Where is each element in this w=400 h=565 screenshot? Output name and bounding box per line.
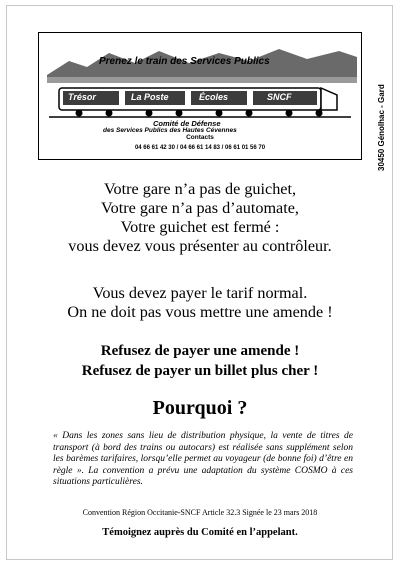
logo-label-ecoles: Écoles [199, 92, 229, 102]
contacts-title: Contacts [186, 134, 214, 141]
wheel [286, 110, 293, 117]
fare-line: Vous devez payer le tarif normal. [92, 284, 308, 302]
train-nose [321, 88, 337, 110]
intro-block [0, 180, 400, 256]
fare-block [0, 284, 400, 322]
contacts-phones: 04 66 61 42 30 / 04 66 61 14 83 / 06 61 01 56 70 [134, 145, 266, 151]
committee-logo [38, 32, 386, 171]
intro-line: Votre guichet est fermé : [120, 218, 280, 236]
wheel [246, 110, 253, 117]
fare-line: On ne doit pas vous mettre une amende ! [67, 303, 333, 321]
convention-quote: « Dans les zones sans lieu de distribution physique, la vente de titres de transport (à bord des trains ou autocars) est réalisée sans supplément selon les barèmes tarifaires, lorsqu’elle permet au voyageur (de bonne foi) d’être en règle ». La convention a prévu une adaptation du système COSMO à ces situations particulières. [53, 431, 353, 488]
intro-line: Votre gare n’a pas d’automate, [101, 199, 299, 217]
intro-line: Votre gare n’a pas de guichet, [103, 180, 297, 198]
mountains-base [47, 77, 357, 83]
wheel [216, 110, 223, 117]
question-heading: Pourquoi ? [152, 397, 248, 419]
refuse-line: Refusez de payer une amende ! [100, 343, 300, 359]
logo-committee-line2: des Services Publics des Hautes Cévennes [103, 127, 237, 134]
refuse-block [0, 341, 400, 381]
refuse-line: Refusez de payer un billet plus cher ! [81, 363, 319, 379]
call-to-action: Témoignez auprès du Comité en l’appelant. [102, 527, 298, 538]
convention-reference: Convention Région Occitanie-SNCF Article 32.3 Signée le 23 mars 2018 [82, 508, 318, 517]
logo-tagline: Prenez le train des Services Publics [99, 56, 270, 67]
logo-committee-line1: Comité de Défense [153, 119, 221, 128]
logo-label-tresor: Trésor [68, 92, 96, 102]
wheel [106, 110, 113, 117]
wheel [76, 110, 83, 117]
logo-label-sncf: SNCF [267, 92, 292, 102]
logo-label-la-poste: La Poste [131, 92, 169, 102]
wheel [146, 110, 153, 117]
wheel [316, 110, 323, 117]
intro-line: vous devez vous présenter au contrôleur. [68, 237, 332, 255]
logo-vertical-address: 30450 Génolhac - Gard [377, 84, 386, 171]
wheel [176, 110, 183, 117]
